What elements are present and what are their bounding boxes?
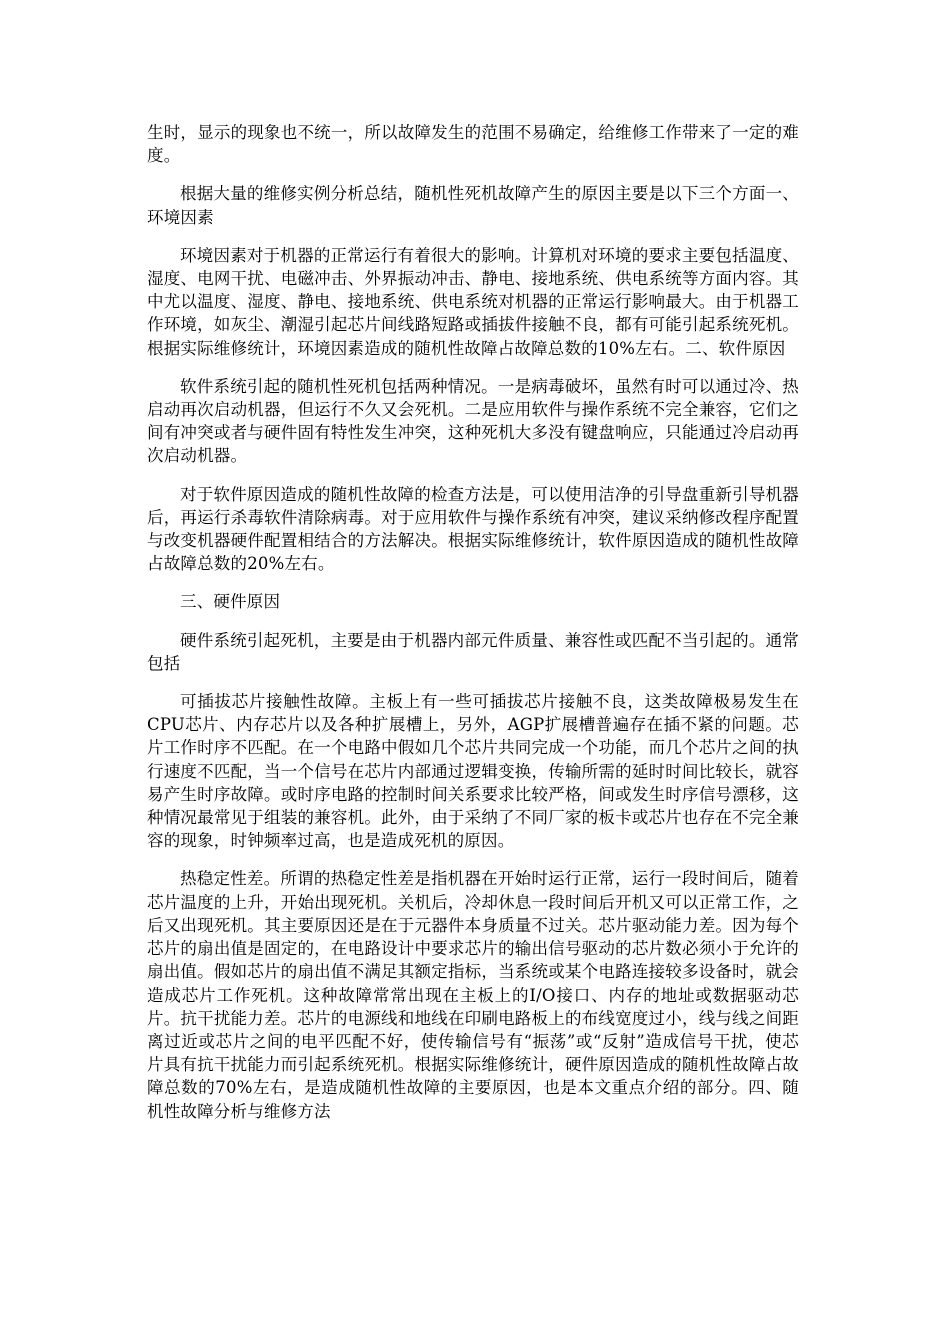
document-body — [147, 121, 799, 1138]
paragraph-hardware-intro: 硬件系统引起死机，主要是由于机器内部元件质量、兼容性或匹配不当引起的。通常包括 — [147, 630, 799, 673]
paragraph-causes-intro: 根据大量的维修实例分析总结，随机性死机故障产生的原因主要是以下三个方面一、环境因素 — [147, 184, 799, 227]
section-heading-hardware: 三、硬件原因 — [180, 592, 281, 612]
paragraph-thermal-stability: 热稳定性差。所谓的热稳定性差是指机器在开始时运行正常，运行一段时间后，随着芯片温度的上升，开始出现死机。关机后，冷却休息一段时间后开机又可以正常工作，之后又出现死机。其主要原因还是在于元器件本身质量不过关。芯片驱动能力差。因为每个芯片的扇出值是固定的，在电路设计中要求芯片的输出信号驱动的芯片数必须小于允许的扇出值。假如芯片的扇出值不满足其额定指标，当系统或某个电路连接较多设备时，就会造成芯片工作死机。这种故障常常出现在主板上的I/O接口、内存的地址或数据驱动芯片。抗干扰能力差。芯片的电源线和地线在印刷电路板上的布线宽度过小，线与线之间距离过近或芯片之间的电平匹配不好，使传输信号有“振荡”或“反射”造成信号干扰，使芯片具有抗干扰能力而引起系统死机。根据实际维修统计，硬件原因造成的随机性故障占故障总数的70%左右，是造成随机性故障的主要原因，也是本文重点介绍的部分。四、随机性故障分析与维修方法 — [147, 869, 799, 1121]
paragraph-environment: 环境因素对于机器的正常运行有着很大的影响。计算机对环境的要求主要包括温度、湿度、电网干扰、电磁冲击、外界振动冲击、静电、接地系统、供电系统等方面内容。其中尤以温度、湿度、静电、接地系统、供电系统对机器的正常运行影响最大。由于机器工作环境，如灰尘、潮湿引起芯片间线路短路或插拔件接触不良，都有可能引起系统死机。根据实际维修统计，环境因素造成的随机性故障占故障总数的10%左右。二、软件原因 — [147, 245, 799, 358]
paragraph-software-check: 对于软件原因造成的随机性故障的检查方法是，可以使用洁净的引导盘重新引导机器后，再运行杀毒软件清除病毒。对于应用软件与操作系统有冲突，建议采纳修改程序配置与改变机器硬件配置相结合的方法解决。根据实际维修统计，软件原因造成的随机性故障占故障总数的20%左右。 — [147, 484, 799, 574]
paragraph-chip-contact: 可插拔芯片接触性故障。主板上有一些可插拔芯片接触不良，这类故障极易发生在CPU芯片、内存芯片以及各种扩展槽上，另外，AGP扩展槽普遍存在插不紧的问题。芯片工作时序不匹配。在一个电路中假如几个芯片共同完成一个功能，而几个芯片之间的执行速度不匹配，当一个信号在芯片内部通过逻辑变换，传输所需的延时时间比较长，就容易产生时序故障。或时序电路的控制时间关系要求比较严格，间或发生时序信号漂移，这种情况最常见于组装的兼容机。此外，由于采纳了不同厂家的板卡或芯片也存在不完全兼容的现象，时钟频率过高，也是造成死机的原因。 — [147, 692, 799, 851]
paragraph-continuation: 生时，显示的现象也不统一，所以故障发生的范围不易确定，给维修工作带来了一定的难度。 — [147, 123, 799, 166]
paragraph-software: 软件系统引起的随机性死机包括两种情况。一是病毒破坏，虽然有时可以通过冷、热启动再次启动机器，但运行不久又会死机。二是应用软件与操作系统不完全兼容，它们之间有冲突或者与硬件固有特性发生冲突，这种死机大多没有键盘响应，只能通过冷启动再次启动机器。 — [147, 376, 799, 466]
